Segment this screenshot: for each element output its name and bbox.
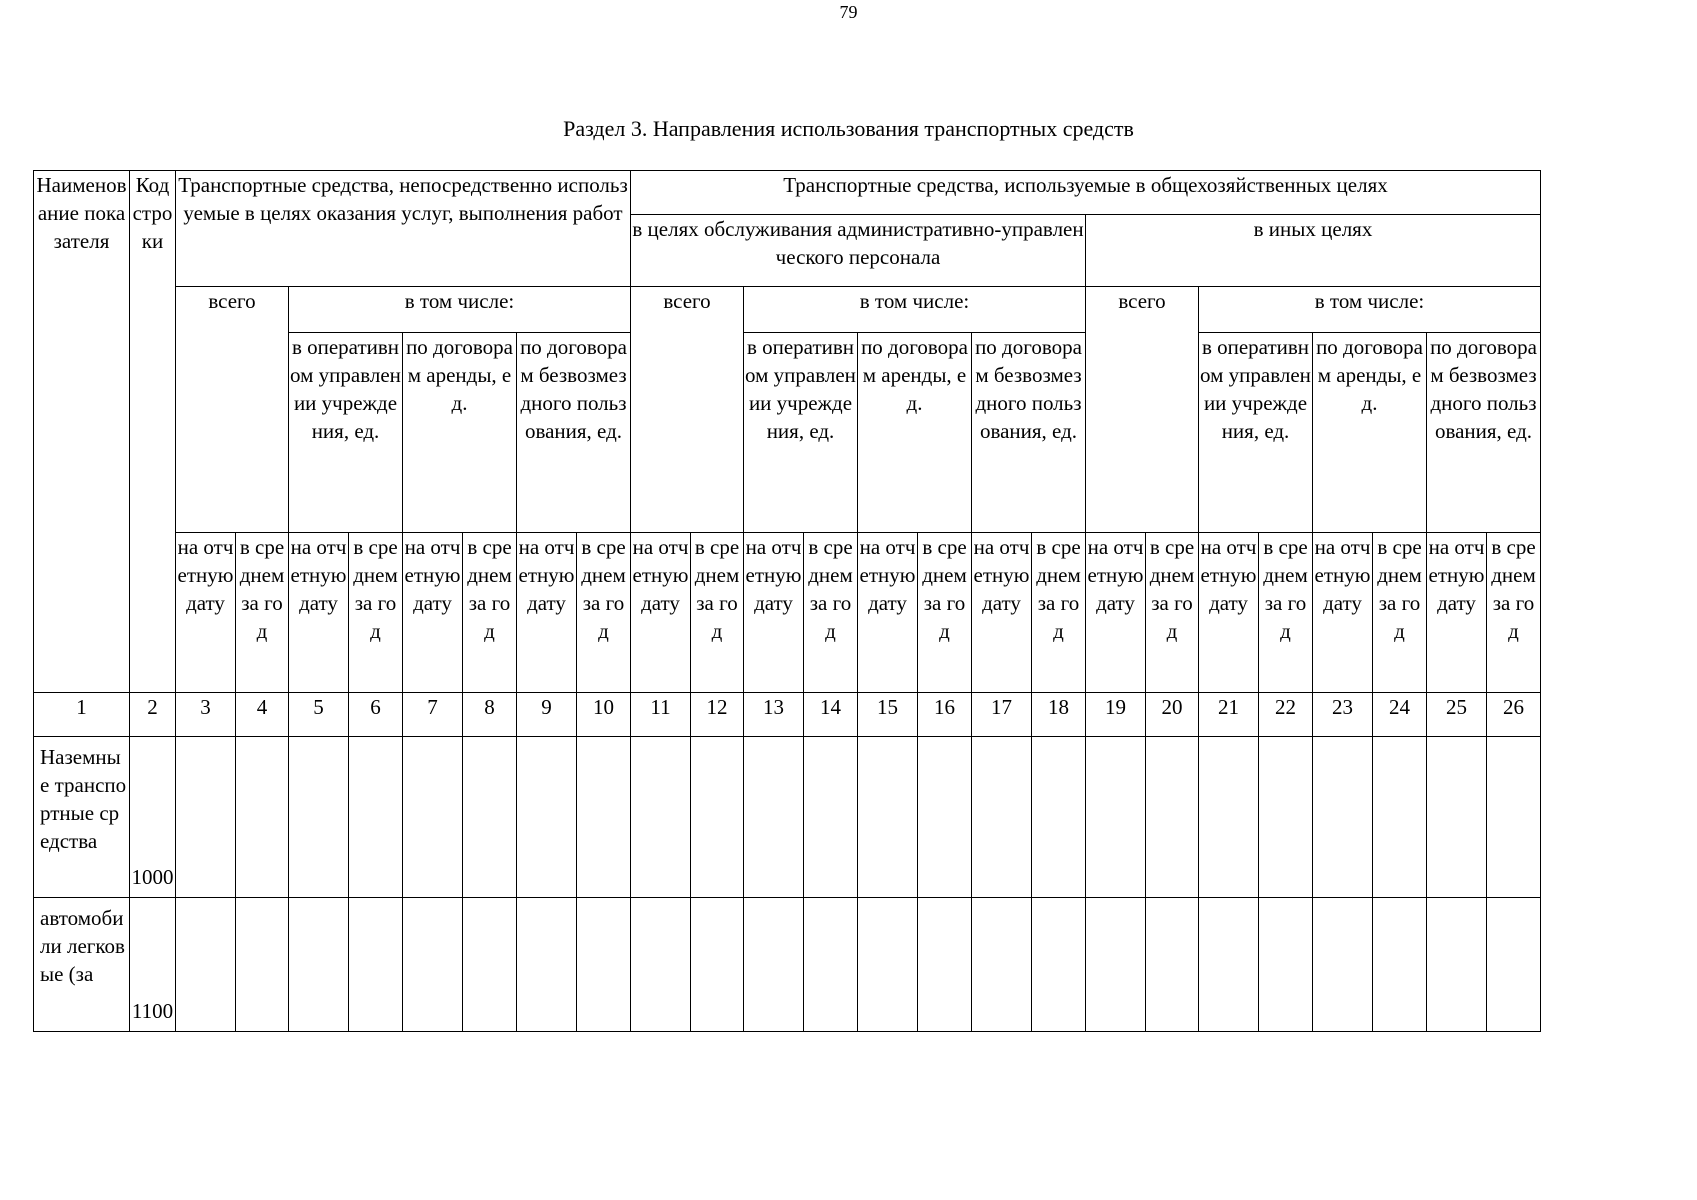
data-cell[interactable] [1373, 737, 1427, 898]
data-cell[interactable] [1427, 737, 1487, 898]
column-number: 9 [517, 693, 577, 737]
header-free-use: по договорам безвозмездного пользования, ед. [517, 333, 631, 533]
header-on-date: на отчетную дату [176, 533, 236, 693]
data-cell[interactable] [1086, 898, 1146, 1032]
data-cell[interactable] [1146, 898, 1199, 1032]
data-cell[interactable] [1146, 737, 1199, 898]
header-on-date: на отчетную дату [289, 533, 349, 693]
column-number: 2 [130, 693, 176, 737]
data-cell[interactable] [517, 737, 577, 898]
header-avg-year: в среднем за год [691, 533, 744, 693]
header-total: всего [631, 287, 744, 533]
header-avg-year: в среднем за год [236, 533, 289, 693]
transport-usage-table [33, 170, 1541, 1032]
column-number: 11 [631, 693, 691, 737]
header-on-date: на отчетную дату [631, 533, 691, 693]
header-avg-year: в среднем за год [463, 533, 517, 693]
data-cell[interactable] [1199, 898, 1259, 1032]
header-on-date: на отчетную дату [972, 533, 1032, 693]
header-operational: в оперативном управлении учреждения, ед. [289, 333, 403, 533]
header-on-date: на отчетную дату [517, 533, 577, 693]
column-number: 7 [403, 693, 463, 737]
data-cell[interactable] [1086, 737, 1146, 898]
column-number: 18 [1032, 693, 1086, 737]
column-number: 22 [1259, 693, 1313, 737]
header-on-date: на отчетную дату [744, 533, 804, 693]
header-free-use: по договорам безвозмездного пользования, ед. [1427, 333, 1541, 533]
header-on-date: на отчетную дату [403, 533, 463, 693]
column-number: 19 [1086, 693, 1146, 737]
header-direct-use: Транспортные средства, непосредственно используемые в целях оказания услуг, выполнения работ [176, 171, 631, 287]
data-cell[interactable] [1373, 898, 1427, 1032]
header-code: Код строки [130, 171, 176, 693]
row-code: 1000 [130, 737, 176, 898]
column-number: 1 [34, 693, 130, 737]
data-cell[interactable] [972, 898, 1032, 1032]
data-cell[interactable] [972, 737, 1032, 898]
header-avg-year: в среднем за год [1487, 533, 1541, 693]
column-number: 16 [918, 693, 972, 737]
table-row [34, 898, 1541, 1032]
data-cell[interactable] [744, 737, 804, 898]
column-number: 3 [176, 693, 236, 737]
column-number: 14 [804, 693, 858, 737]
row-name: Наземные транспортные средства [34, 737, 130, 898]
header-admin-staff: в целях обслуживания административно-управленческого персонала [631, 215, 1086, 287]
data-cell[interactable] [176, 737, 236, 898]
header-avg-year: в среднем за год [1146, 533, 1199, 693]
data-cell[interactable] [176, 898, 236, 1032]
header-avg-year: в среднем за год [1373, 533, 1427, 693]
header-total: всего [176, 287, 289, 533]
data-cell[interactable] [289, 898, 349, 1032]
data-cell[interactable] [289, 737, 349, 898]
row-code: 1100 [130, 898, 176, 1032]
data-cell[interactable] [804, 898, 858, 1032]
data-cell[interactable] [1199, 737, 1259, 898]
data-cell[interactable] [631, 737, 691, 898]
column-number: 10 [577, 693, 631, 737]
header-including: в том числе: [744, 287, 1086, 333]
data-cell[interactable] [517, 898, 577, 1032]
header-including: в том числе: [289, 287, 631, 333]
header-on-date: на отчетную дату [1086, 533, 1146, 693]
header-operational: в оперативном управлении учреждения, ед. [1199, 333, 1313, 533]
header-avg-year: в среднем за год [577, 533, 631, 693]
row-name: автомобили легковые (за [34, 898, 130, 1032]
data-cell[interactable] [463, 898, 517, 1032]
column-number: 17 [972, 693, 1032, 737]
header-on-date: на отчетную дату [1313, 533, 1373, 693]
data-cell[interactable] [804, 737, 858, 898]
header-avg-year: в среднем за год [1259, 533, 1313, 693]
header-avg-year: в среднем за год [804, 533, 858, 693]
column-number: 20 [1146, 693, 1199, 737]
data-cell[interactable] [691, 898, 744, 1032]
header-avg-year: в среднем за год [918, 533, 972, 693]
column-number: 4 [236, 693, 289, 737]
data-cell[interactable] [918, 737, 972, 898]
data-cell[interactable] [1032, 898, 1086, 1032]
data-cell[interactable] [1313, 737, 1373, 898]
data-cell[interactable] [403, 898, 463, 1032]
column-number: 13 [744, 693, 804, 737]
column-number: 23 [1313, 693, 1373, 737]
column-number: 15 [858, 693, 918, 737]
data-cell[interactable] [236, 737, 289, 898]
data-cell[interactable] [577, 737, 631, 898]
header-lease: по договорам аренды, ед. [858, 333, 972, 533]
data-cell[interactable] [349, 898, 403, 1032]
header-on-date: на отчетную дату [1427, 533, 1487, 693]
data-cell[interactable] [1259, 898, 1313, 1032]
column-number: 6 [349, 693, 403, 737]
data-cell[interactable] [858, 737, 918, 898]
data-cell[interactable] [918, 898, 972, 1032]
header-avg-year: в среднем за год [349, 533, 403, 693]
column-number: 25 [1427, 693, 1487, 737]
column-number: 21 [1199, 693, 1259, 737]
header-lease: по договорам аренды, ед. [403, 333, 517, 533]
column-number: 24 [1373, 693, 1427, 737]
header-including: в том числе: [1199, 287, 1541, 333]
header-name: Наименование показателя [34, 171, 130, 693]
header-other-purposes: в иных целях [1086, 215, 1541, 287]
data-cell[interactable] [1487, 898, 1541, 1032]
data-cell[interactable] [858, 898, 918, 1032]
data-cell[interactable] [1313, 898, 1373, 1032]
column-number: 8 [463, 693, 517, 737]
data-cell[interactable] [631, 898, 691, 1032]
column-number: 26 [1487, 693, 1541, 737]
data-cell[interactable] [1259, 737, 1313, 898]
header-operational: в оперативном управлении учреждения, ед. [744, 333, 858, 533]
data-cell[interactable] [691, 737, 744, 898]
header-avg-year: в среднем за год [1032, 533, 1086, 693]
header-lease: по договорам аренды, ед. [1313, 333, 1427, 533]
header-on-date: на отчетную дату [858, 533, 918, 693]
data-cell[interactable] [1487, 737, 1541, 898]
data-cell[interactable] [1032, 737, 1086, 898]
data-cell[interactable] [744, 898, 804, 1032]
data-cell[interactable] [1427, 898, 1487, 1032]
page-number: 79 [839, 2, 858, 22]
data-cell[interactable] [349, 737, 403, 898]
header-general-use: Транспортные средства, используемые в общехозяйственных целях [631, 171, 1541, 215]
data-cell[interactable] [577, 898, 631, 1032]
table-row [34, 737, 1541, 898]
header-total: всего [1086, 287, 1199, 533]
data-cell[interactable] [236, 898, 289, 1032]
column-number: 5 [289, 693, 349, 737]
header-on-date: на отчетную дату [1199, 533, 1259, 693]
section-title: Раздел 3. Направления использования транспортных средств [563, 116, 1134, 141]
column-number: 12 [691, 693, 744, 737]
header-free-use: по договорам безвозмездного пользования, ед. [972, 333, 1086, 533]
data-cell[interactable] [463, 737, 517, 898]
data-cell[interactable] [403, 737, 463, 898]
